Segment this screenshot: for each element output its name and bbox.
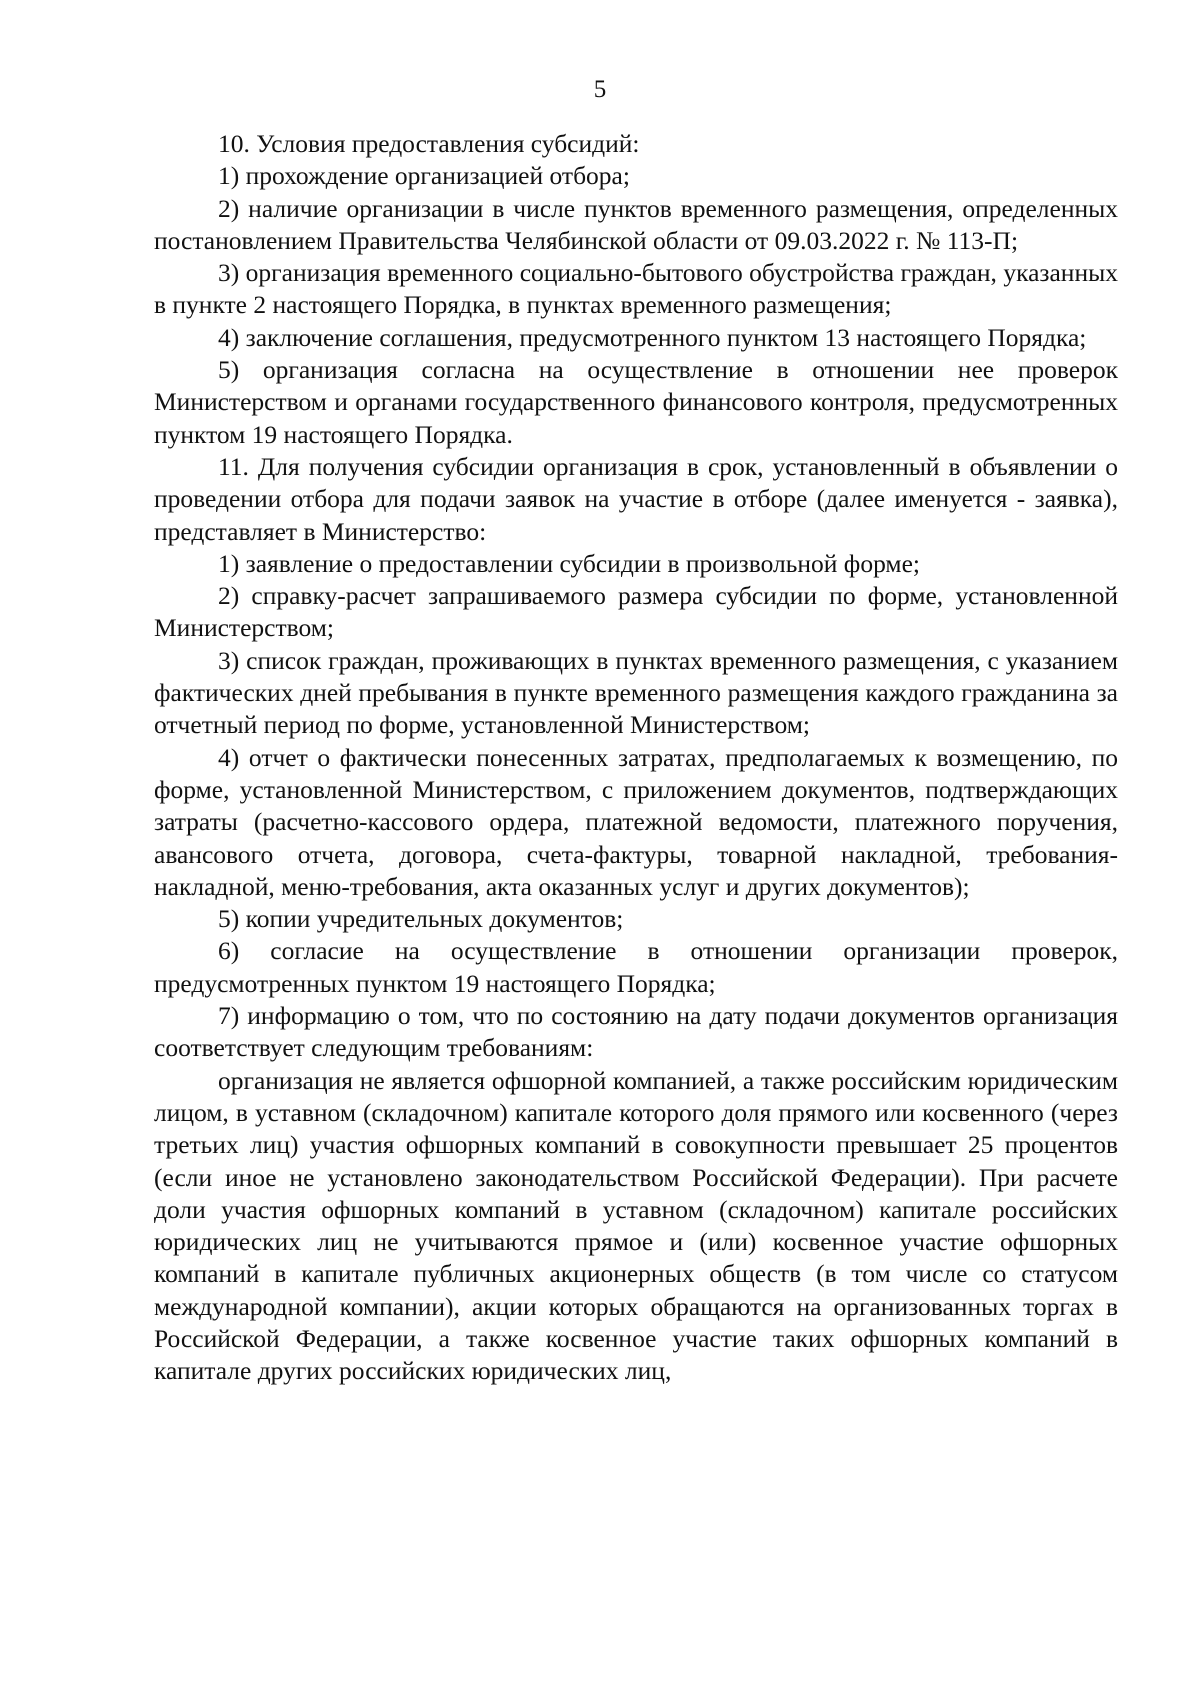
paragraph-section-10-title: 10. Условия предоставления субсидий: [218, 129, 640, 158]
page-number: 5 [593, 76, 607, 103]
document-body [154, 128, 1118, 1388]
paragraph-condition-5: 5) организация согласна на осуществление в отношении нее проверок Министерством и органами государственного финансового контроля, предусмотренных пунктом 19 настоящего Порядка. [154, 355, 1118, 449]
paragraph-document-4: 4) отчет о фактически понесенных затратах, предполагаемых к возмещению, по форме, установленной Министерством, с приложением документов, подтверждающих затраты (расчетно-кассового ордера, платежной ведомости, платежного поручения, авансового отчета, договора, счета-фактуры, товарной накладной, требования-накладной, меню-требования, акта оказанных услуг и других документов); [154, 742, 1118, 901]
paragraph-condition-4: 4) заключение соглашения, предусмотренного пунктом 13 настоящего Порядка; [218, 322, 1087, 352]
paragraph-condition-1: 1) прохождение организацией отбора; [218, 161, 630, 191]
paragraph-document-6: 6) согласие на осуществление в отношении организации проверок, предусмотренных пунктом 19 настоящего Порядка; [154, 936, 1118, 998]
paragraph-document-5: 5) копии учредительных документов; [218, 904, 624, 934]
paragraph-condition-3: 3) организация временного социально-бытового обустройства граждан, указанных в пункте 2 настоящего Порядка, в пунктах временного размещения; [154, 258, 1118, 320]
paragraph-document-2: 2) справку-расчет запрашиваемого размера субсидии по форме, установленной Министерством; [154, 581, 1118, 643]
paragraph-condition-2: 2) наличие организации в числе пунктов временного размещения, определенных постановлением Правительства Челябинской области от 09.03.2022 г. № 113-П; [154, 193, 1118, 255]
paragraph-offshore-requirement: организация не является офшорной компанией, а также российским юридическим лицом, в уставном (складочном) капитале которого доля прямого или косвенного (через третьих лиц) участия офшорных компаний в совокупности превышает 25 процентов (если иное не установлено законодательством Российской Федерации). При расчете доли участия офшорных компаний в уставном (складочном) капитале российских юридических лиц не учитываются прямое и (или) косвенное участие офшорных компаний в капитале публичных акционерных обществ (в том числе со статусом международной компании), акции которых обращаются на организованных торгах в Российской Федерации, а также косвенное участие таких офшорных компаний в капитале других российских юридических лиц, [154, 1065, 1118, 1386]
paragraph-document-7: 7) информацию о том, что по состоянию на дату подачи документов организация соответствует следующим требованиям: [154, 1001, 1118, 1063]
paragraph-document-1: 1) заявление о предоставлении субсидии в произвольной форме; [218, 548, 920, 578]
paragraph-section-11-intro: 11. Для получения субсидии организация в срок, установленный в объявлении о проведении отбора для подачи заявок на участие в отборе (далее именуется - заявка), представляет в Министерство: [154, 451, 1118, 546]
paragraph-document-3: 3) список граждан, проживающих в пунктах временного размещения, с указанием фактических дней пребывания в пункте временного размещения каждого гражданина за отчетный период по форме, установленной Министерством; [154, 645, 1118, 740]
